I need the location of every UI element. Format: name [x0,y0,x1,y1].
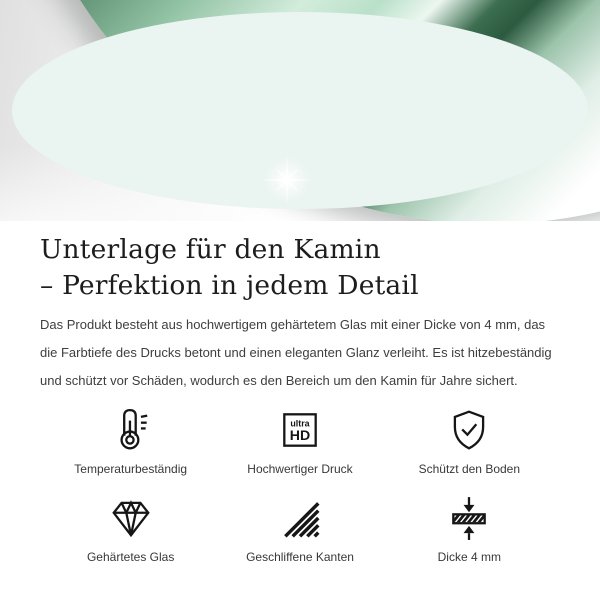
feature-label: Gehärtetes Glas [86,550,175,564]
thermometer-icon [108,407,154,453]
thickness-icon [446,495,492,541]
page-title-line1: Unterlage für den Kamin [40,234,381,265]
feature-thickness [438,495,501,564]
ultra-hd-icon-text-top: ultra [290,418,310,429]
feature-tempered-glass [87,495,174,564]
diamond-icon [108,495,154,541]
feature-print-quality [247,407,352,476]
product-description-text: Das Produkt besteht aus hochwertigem gehärtetem Glas mit einer Dicke von 4 mm, das die Farbtiefe des Drucks betont und einen eleganten Glanz verleiht. Es ist hitzebeständig und schützt vor Schäden, wodurch es den Bereich um den Kamin für Jahre sichert. [40,317,552,388]
ultra-hd-icon [277,407,323,453]
feature-label: Dicke 4 mm [437,550,501,564]
feature-polished-edges [246,495,354,564]
feature-floor-protection [419,407,520,476]
shield-check-icon [446,407,492,453]
product-image [0,0,600,221]
feature-temperature [74,407,187,476]
feature-label: Temperaturbeständig [74,462,188,476]
feature-label: Schützt den Boden [418,462,521,476]
polished-edges-icon [277,495,323,541]
page-title-line2: – Perfektion in jedem Detail [40,270,419,301]
ultra-hd-icon-text-bottom: HD [289,426,311,443]
page-title [40,232,560,304]
feature-label: Geschliffene Kanten [246,550,354,564]
sparkle-icon [259,152,315,208]
features-grid [46,407,554,564]
feature-label: Hochwertiger Druck [247,462,353,476]
product-description-section [0,232,600,564]
